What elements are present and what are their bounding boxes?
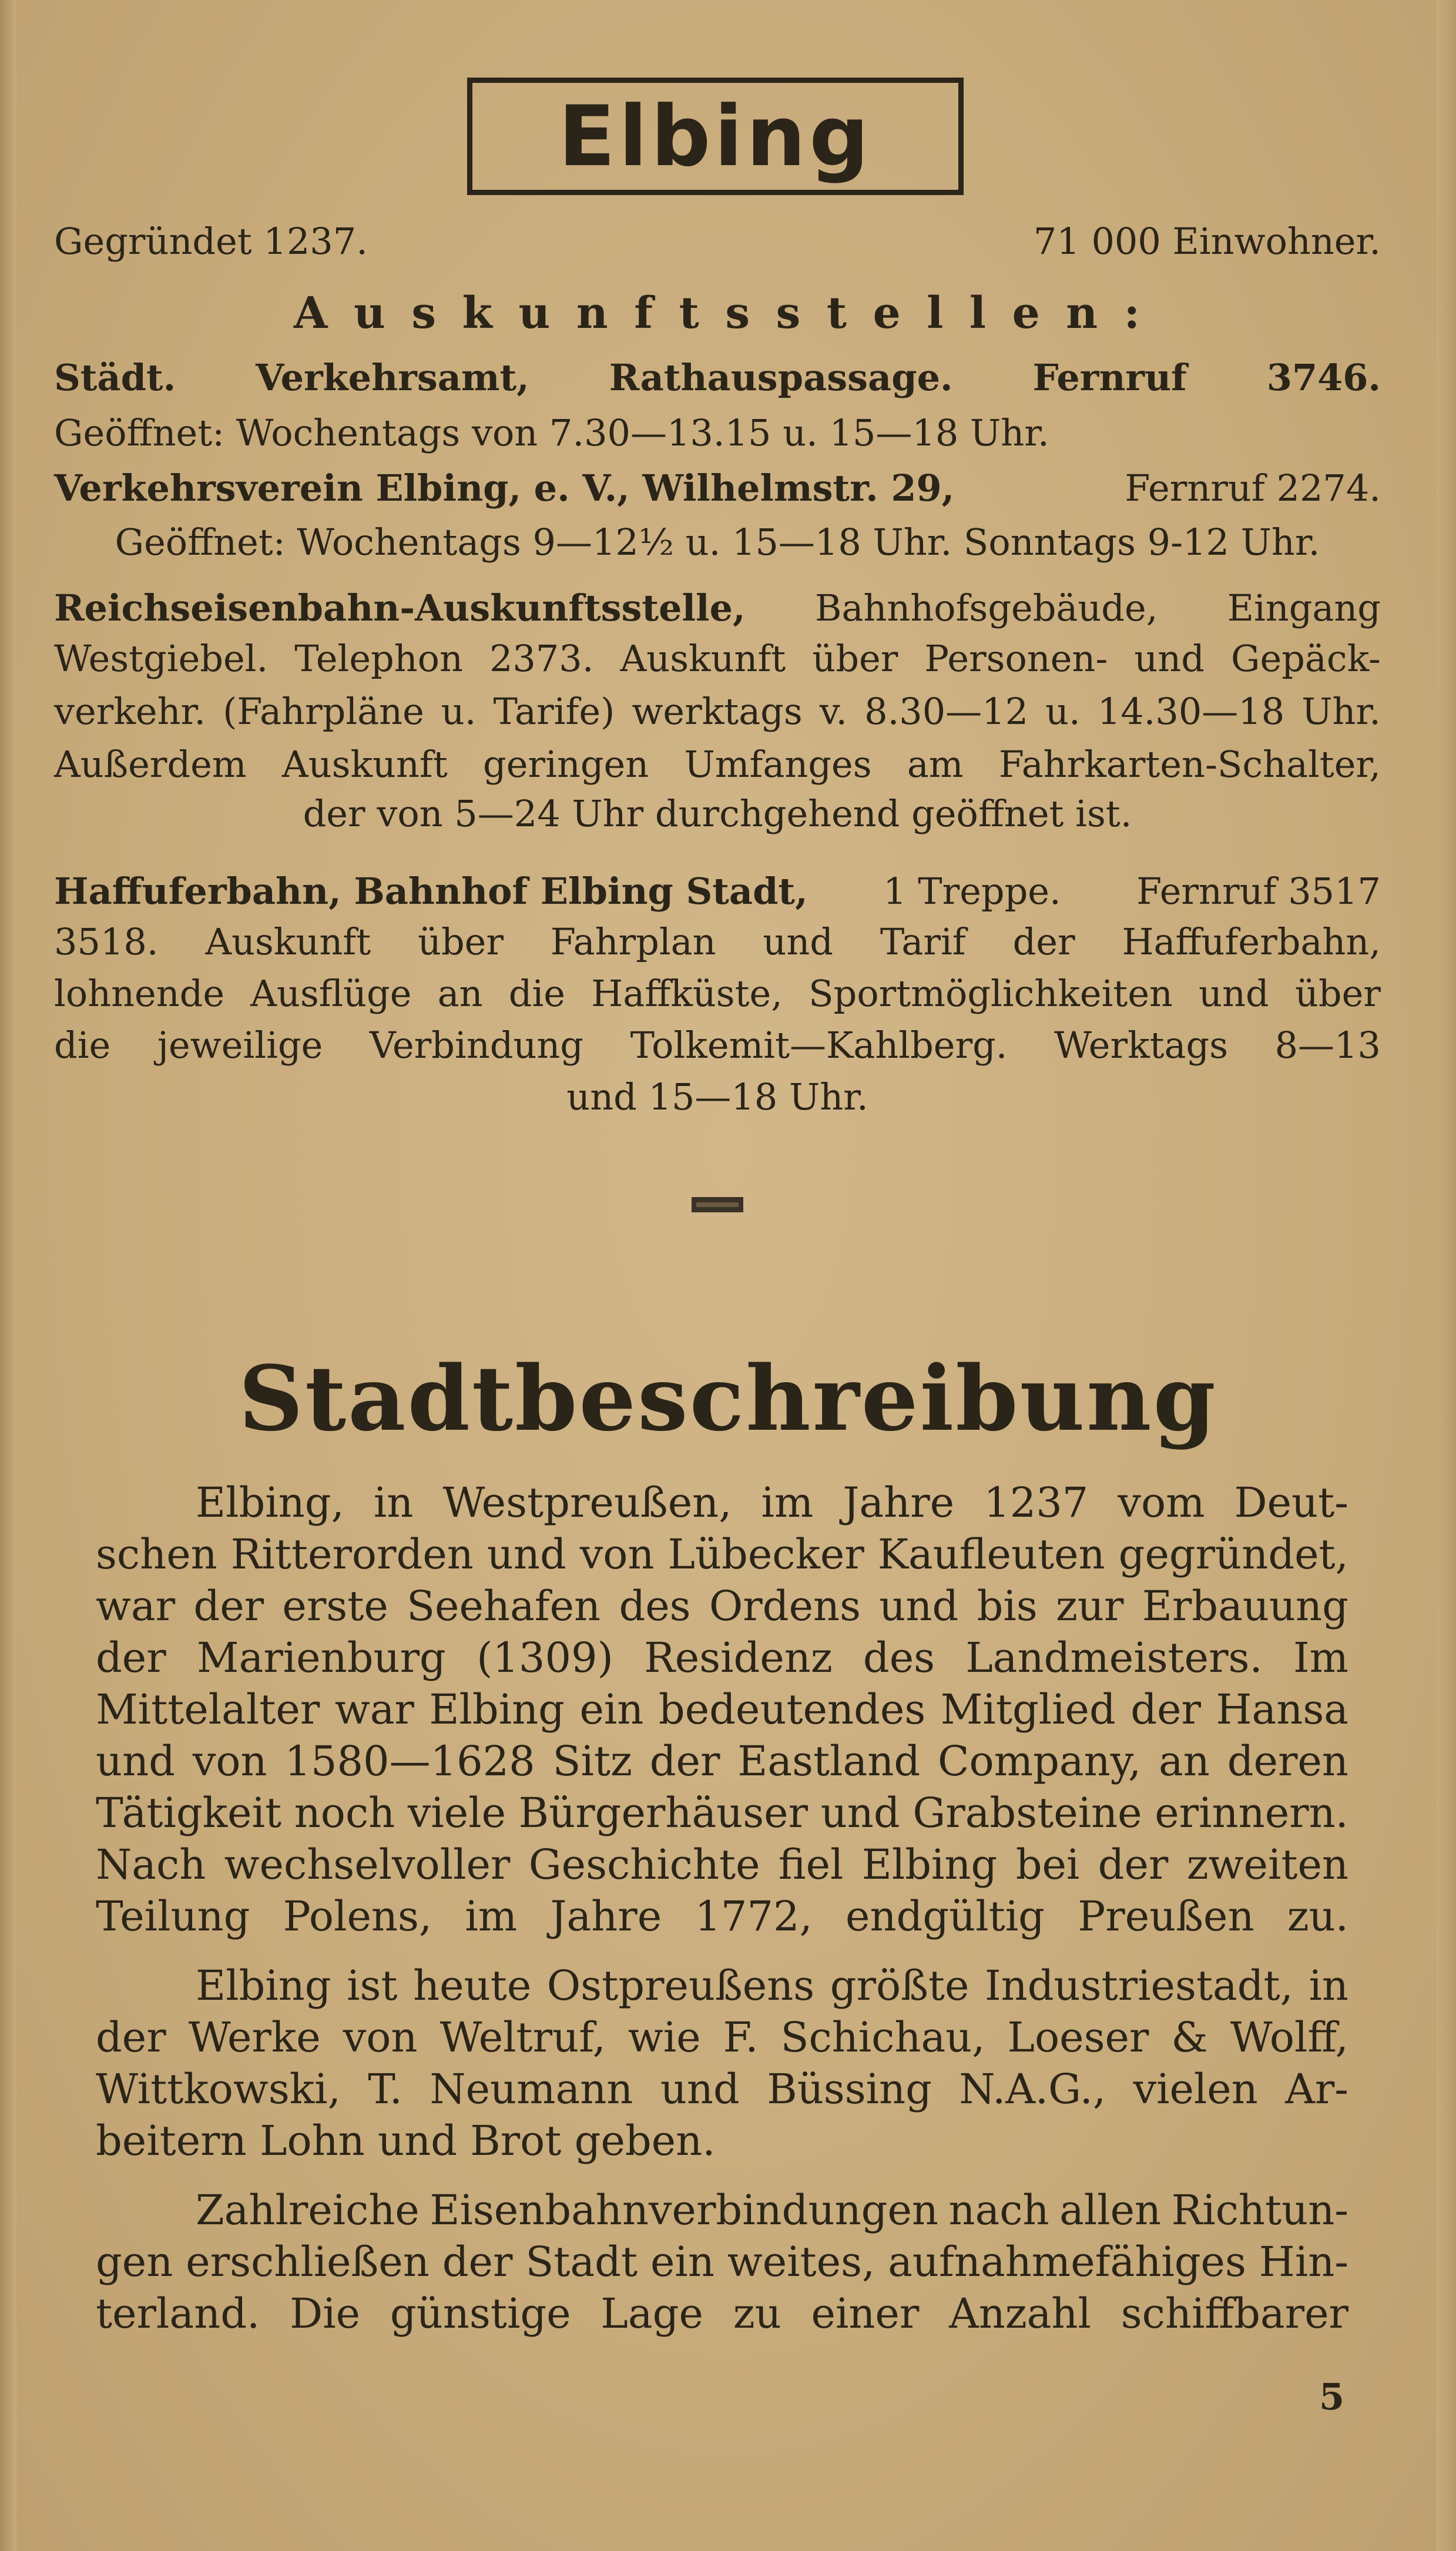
heading-letter: u: [518, 288, 551, 338]
word: der: [193, 1582, 264, 1630]
word: Sitz: [552, 1737, 632, 1785]
word: zur: [1056, 1582, 1124, 1630]
word: und: [1134, 637, 1205, 680]
word: lohnende: [54, 972, 225, 1015]
page-number: 5: [1319, 2375, 1345, 2418]
word: erste: [282, 1582, 388, 1630]
page-title: Elbing: [558, 88, 873, 185]
heading-letter: l: [927, 288, 944, 338]
heading-letter: e: [1012, 288, 1040, 338]
word: die: [508, 972, 565, 1015]
word: der: [649, 1737, 720, 1785]
section-title: Stadtbeschreibung: [239, 1346, 1217, 1451]
info-line-part: Bahnhofsgebäude,: [814, 586, 1158, 629]
word: Die: [290, 2289, 361, 2338]
info-line: [54, 743, 1381, 786]
word: Geschichte: [528, 1841, 760, 1889]
body-line: [96, 2289, 1348, 2338]
word: des: [619, 1582, 691, 1630]
heading-letter: s: [725, 288, 750, 338]
info-line-part: Eingang: [1227, 586, 1381, 629]
body-line: [96, 1530, 1348, 1578]
word: endgültig: [846, 1892, 1045, 1940]
word: 3518.: [54, 920, 159, 963]
word: Kaufleuten: [877, 1530, 1105, 1578]
word: am: [907, 743, 964, 786]
word: war: [334, 1685, 414, 1734]
info-line: [54, 586, 1381, 629]
word: schiffbarer: [1120, 2289, 1348, 2338]
word: u.: [441, 690, 477, 733]
heading-letter: s: [411, 288, 437, 338]
word: 14.30—18: [1097, 690, 1285, 733]
word: Jahre: [550, 1892, 662, 1940]
word: Fahrkarten-Schalter,: [998, 743, 1381, 786]
word: von: [579, 1530, 655, 1578]
word: aufnahmefähiges: [888, 2238, 1246, 2286]
word: Ar-: [1285, 2065, 1348, 2113]
word: Eastland: [737, 1737, 921, 1785]
word: Seehafen: [407, 1582, 601, 1630]
word: Elbing: [429, 1685, 565, 1734]
heading-letter: s: [776, 288, 801, 338]
heading-letter: l: [969, 288, 987, 338]
word: Westgiebel.: [54, 637, 269, 680]
word: Tätigkeit: [96, 1789, 282, 1837]
heading-letter: A: [294, 288, 328, 338]
word: und: [763, 920, 833, 963]
word: Residenz: [644, 1634, 833, 1682]
word: Verbindung: [369, 1024, 583, 1067]
word: im: [761, 1479, 814, 1527]
ornament-divider: [692, 1197, 743, 1212]
heading-letter: :: [1123, 288, 1140, 338]
word: Grabsteine: [912, 1789, 1142, 1837]
word: Nach: [96, 1841, 206, 1889]
word: 8.30—12: [864, 690, 1029, 733]
heading-letter: n: [1066, 288, 1098, 338]
word: Wolff,: [1230, 2013, 1348, 2061]
word: Westpreußen,: [442, 1479, 732, 1527]
word: im: [465, 1892, 518, 1940]
word: bis: [977, 1582, 1038, 1630]
population-text: 71 000 Einwohner.: [1033, 220, 1381, 263]
word: Im: [1293, 1634, 1348, 1682]
info-heading: [294, 288, 1140, 338]
word: Fernruf: [1032, 356, 1187, 399]
word: Industriestadt,: [985, 1962, 1293, 2010]
word: N.A.G.,: [959, 2065, 1106, 2113]
heading-letter: f: [634, 288, 653, 338]
word: 2373.: [489, 637, 594, 680]
heading-letter: e: [873, 288, 901, 338]
body-line: [96, 1789, 1348, 1837]
word: Büssing: [767, 2065, 932, 2113]
word: Zahlreiche: [196, 2186, 420, 2234]
info-line: [54, 637, 1381, 680]
word: schen: [96, 1530, 217, 1578]
info-line: der von 5—24 Uhr durchgehend geöffnet ist.: [303, 792, 1132, 835]
word: Landmeisters.: [965, 1634, 1263, 1682]
word: fiel: [778, 1841, 844, 1889]
word: Auskunft: [205, 920, 371, 963]
word: Erbauung: [1142, 1582, 1348, 1630]
info-line: [54, 467, 1381, 509]
founded-text: Gegründet 1237.: [54, 220, 368, 263]
word: Sportmöglichkeiten: [808, 972, 1173, 1015]
word: Mitglied: [940, 1685, 1116, 1734]
body-line: [96, 2065, 1348, 2113]
info-line-part: Fernruf 2274.: [1125, 467, 1381, 509]
word: vom: [1118, 1479, 1205, 1527]
word: geringen: [483, 743, 649, 786]
word: Lübecker: [667, 1530, 864, 1578]
word: Richtun-: [1171, 2186, 1348, 2234]
heading-letter: n: [576, 288, 608, 338]
word: Tarif: [880, 920, 966, 963]
page-edge-left: [0, 0, 16, 2551]
word: (1309): [477, 1634, 613, 1682]
word: Verkehrsamt,: [256, 356, 529, 399]
word: in: [1309, 1962, 1348, 2010]
info-line-part: Reichseisenbahn-Auskunftsstelle,: [54, 586, 746, 629]
body-line: [96, 1737, 1348, 1785]
word: Auskunft: [281, 743, 448, 786]
word: gen: [96, 2238, 173, 2286]
word: erinnern.: [1155, 1789, 1348, 1837]
word: u.: [1045, 690, 1081, 733]
word: Ostpreußens: [546, 1962, 815, 2010]
word: Wittkowski,: [96, 2065, 341, 2113]
word: Schichau,: [780, 2013, 985, 2061]
word: der: [96, 2013, 166, 2061]
word: günstige: [390, 2289, 571, 2338]
word: Telephon: [294, 637, 463, 680]
word: Stadt: [525, 2238, 638, 2286]
word: Rathauspassage.: [609, 356, 953, 399]
word: Lage: [600, 2289, 703, 2338]
word: Weltruf,: [440, 2013, 606, 2061]
word: 3746.: [1266, 356, 1381, 399]
word: Elbing,: [196, 1479, 344, 1527]
body-line: beitern Lohn und Brot geben.: [96, 2117, 716, 2165]
info-line: [54, 1024, 1381, 1067]
heading-letter: t: [679, 288, 699, 338]
word: Städt.: [54, 356, 176, 399]
word: der: [1130, 1685, 1201, 1734]
word: Anzahl: [949, 2289, 1091, 2338]
word: Umfanges: [684, 743, 872, 786]
word: wie: [628, 2013, 701, 2061]
word: Preußen: [1078, 1892, 1254, 1940]
word: zu: [733, 2289, 781, 2338]
word: v.: [819, 690, 848, 733]
word: die: [54, 1024, 111, 1067]
word: der: [442, 2238, 513, 2286]
word: T.: [368, 2065, 402, 2113]
word: an: [437, 972, 483, 1015]
word: viele: [407, 1789, 506, 1837]
word: Eisenbahnverbindungen: [430, 2186, 938, 2234]
word: Bürgerhäuser: [518, 1789, 808, 1837]
word: zu.: [1287, 1892, 1348, 1940]
word: Tolkemit—Kahlberg.: [630, 1024, 1008, 1067]
meta-row: [54, 220, 1381, 263]
word: allen: [1059, 2186, 1162, 2234]
word: einer: [811, 2289, 920, 2338]
word: Jahre: [843, 1479, 955, 1527]
word: Deut-: [1234, 1479, 1348, 1527]
word: Gepäck-: [1230, 637, 1381, 680]
word: Haffküste,: [591, 972, 783, 1015]
word: weites,: [727, 2238, 875, 2286]
info-line-part: 1 Treppe.: [883, 870, 1061, 913]
word: und: [879, 1582, 959, 1630]
word: des: [863, 1634, 935, 1682]
word: Polens,: [283, 1892, 432, 1940]
word: Marienburg: [196, 1634, 446, 1682]
body-line: [96, 1962, 1348, 2010]
word: Neumann: [430, 2065, 633, 2113]
word: an: [1159, 1737, 1210, 1785]
info-line-part: Verkehrsverein Elbing, e. V., Wilhelmstr. 29,: [54, 467, 955, 509]
word: von: [192, 1737, 267, 1785]
body-line: [96, 2013, 1348, 2061]
word: Mittelalter: [96, 1685, 320, 1734]
body-line: [96, 1479, 1348, 1527]
word: &: [1171, 2013, 1208, 2061]
word: 1772,: [695, 1892, 813, 1940]
word: erschließen: [186, 2238, 430, 2286]
word: zweiten: [1186, 1841, 1348, 1889]
word: Hin-: [1259, 2238, 1348, 2286]
word: ein: [650, 2238, 714, 2286]
word: (Fahrpläne: [223, 690, 424, 733]
word: der: [1012, 920, 1075, 963]
word: terland.: [96, 2289, 260, 2338]
word: Loeser: [1007, 2013, 1149, 2061]
word: in: [373, 1479, 414, 1527]
title-box: [467, 78, 964, 195]
info-line-part: Fernruf 3517: [1136, 870, 1381, 913]
word: vielen: [1133, 2065, 1258, 2113]
word: gegründet,: [1118, 1530, 1348, 1578]
word: der: [96, 1634, 166, 1682]
word: Teilung: [96, 1892, 250, 1940]
word: ein: [579, 1685, 644, 1734]
word: noch: [294, 1789, 395, 1837]
word: über: [1294, 972, 1381, 1015]
word: Werke: [188, 2013, 321, 2061]
word: bedeutendes: [658, 1685, 926, 1734]
heading-letter: t: [826, 288, 847, 338]
body-line: [96, 1634, 1348, 1682]
word: 1580—1628: [284, 1737, 535, 1785]
word: größte: [830, 1962, 969, 2010]
word: F.: [723, 2013, 759, 2061]
word: Company,: [938, 1737, 1142, 1785]
word: ist: [347, 1962, 398, 2010]
body-line: [96, 1892, 1348, 1940]
info-line: Geöffnet: Wochentags 9—12½ u. 15—18 Uhr. Sonntags 9-12 Uhr.: [115, 521, 1320, 564]
word: verkehr.: [54, 690, 206, 733]
word: Fahrplan: [550, 920, 716, 963]
body-line: [96, 1685, 1348, 1734]
word: war: [96, 1582, 176, 1630]
word: Uhr.: [1301, 690, 1381, 733]
word: Werktags: [1054, 1024, 1229, 1067]
body-line: [96, 2238, 1348, 2286]
word: und: [1199, 972, 1269, 1015]
info-line: [54, 972, 1381, 1015]
info-line: [54, 690, 1381, 733]
word: von: [343, 2013, 418, 2061]
word: über: [812, 637, 898, 680]
word: werktags: [632, 690, 803, 733]
body-line: [96, 1582, 1348, 1630]
page-edge-right: [1436, 0, 1456, 2551]
word: und: [96, 1737, 175, 1785]
word: Hansa: [1216, 1685, 1348, 1734]
word: Auskunft: [620, 637, 786, 680]
info-line: [54, 920, 1381, 963]
body-line: [96, 1841, 1348, 1889]
word: der: [1098, 1841, 1169, 1889]
word: heute: [413, 1962, 532, 2010]
word: Ordens: [709, 1582, 861, 1630]
word: über: [418, 920, 504, 963]
heading-letter: u: [353, 288, 385, 338]
heading-letter: k: [462, 288, 492, 338]
word: Ausflüge: [250, 972, 412, 1015]
info-line: und 15—18 Uhr.: [566, 1075, 868, 1118]
info-line-part: Haffuferbahn, Bahnhof Elbing Stadt,: [54, 870, 808, 913]
word: deren: [1227, 1737, 1348, 1785]
word: und: [660, 2065, 740, 2113]
body-line: [96, 2186, 1348, 2234]
word: Tarife): [493, 690, 615, 733]
word: bei: [1015, 1841, 1080, 1889]
info-line: [54, 356, 1381, 399]
info-line: [54, 870, 1381, 913]
word: jeweilige: [157, 1024, 323, 1067]
word: Personen-: [924, 637, 1108, 680]
word: 1237: [984, 1479, 1089, 1527]
word: Außerdem: [54, 743, 247, 786]
word: und: [487, 1530, 566, 1578]
info-line: Geöffnet: Wochentags von 7.30—13.15 u. 15—18 Uhr.: [54, 411, 1049, 454]
word: 8—13: [1274, 1024, 1381, 1067]
word: und: [820, 1789, 900, 1837]
word: wechselvoller: [224, 1841, 511, 1889]
word: Elbing: [196, 1962, 331, 2010]
word: Elbing: [861, 1841, 998, 1889]
word: nach: [948, 2186, 1049, 2234]
word: Ritterorden: [230, 1530, 474, 1578]
word: Haffuferbahn,: [1122, 920, 1381, 963]
